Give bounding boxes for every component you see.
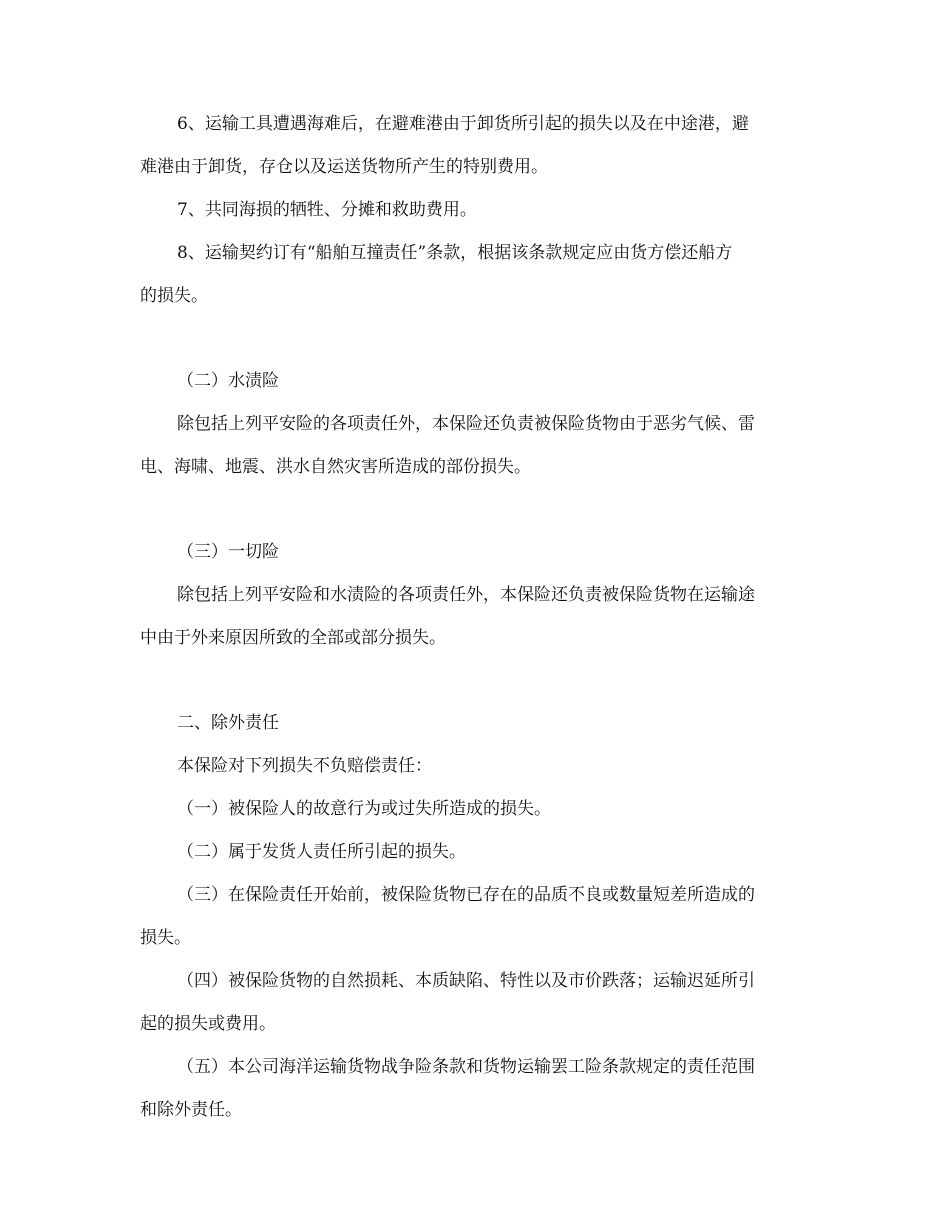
exclusion-5-line-1: （五）本公司海洋运输货物战争险条款和货物运输罢工险条款规定的责任范围 [177,1057,755,1077]
clause-6-line-1: 6、运输工具遭遇海难后，在避难港由于卸货所引起的损失以及在中途港，避 [177,114,749,134]
exclusion-2: （二）属于发货人责任所引起的损失。 [177,842,466,862]
clause-8-line-2: 的损失。 [140,286,208,306]
exclusion-4-line-2: 起的损失或费用。 [140,1014,276,1034]
clause-6-line-2: 难港由于卸货，存仓以及运送货物所产生的特别费用。 [140,157,548,177]
exclusion-1: （一）被保险人的故意行为或过失所造成的损失。 [177,799,551,819]
exclusion-3-line-1: （三）在保险责任开始前，被保险货物已存在的品质不良或数量短差所造成的 [177,885,755,905]
exclusion-4-line-1: （四）被保险货物的自然损耗、本质缺陷、特性以及市价跌落；运输迟延所引 [177,971,755,991]
clause-8-line-1: 8、运输契约订有“船舶互撞责任”条款，根据该条款规定应由货方偿还船方 [177,243,733,263]
exclusion-5-line-2: 和除外责任。 [140,1100,242,1120]
section-heading-exclusions: 二、除外责任 [177,713,279,733]
exclusions-intro: 本保险对下列损失不负赔偿责任： [177,756,432,776]
wpa-paragraph-line-1: 除包括上列平安险的各项责任外，本保险还负责被保险货物由于恶劣气候、雷 [177,414,755,434]
clause-7: 7、共同海损的牺牲、分摊和救助费用。 [177,200,477,220]
all-risks-paragraph-line-1: 除包括上列平安险和水渍险的各项责任外，本保险还负责被保险货物在运输途 [177,585,755,605]
wpa-paragraph-line-2: 电、海啸、地震、洪水自然灾害所造成的部份损失。 [140,457,531,477]
all-risks-paragraph-line-2: 中由于外来原因所致的全部或部分损失。 [140,628,446,648]
exclusion-3-line-2: 损失。 [140,928,191,948]
section-heading-with-particular-average: （二）水渍险 [177,371,279,391]
section-heading-all-risks: （三）一切险 [177,542,279,562]
